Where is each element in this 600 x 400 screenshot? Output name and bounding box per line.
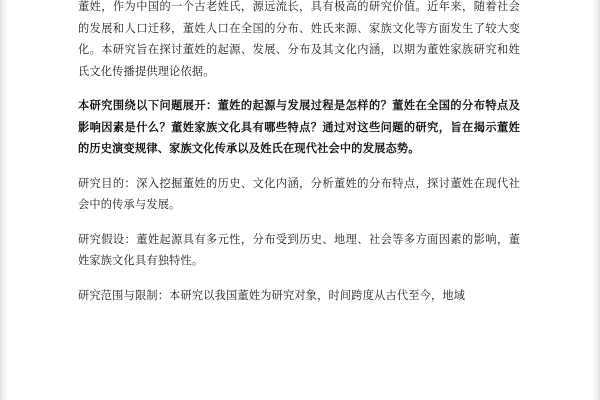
document-text-column xyxy=(78,0,520,400)
paragraph-intro: 董姓，作为中国的一个古老姓氏，源远流长，具有极高的研究价值。近年来，随着社会的发展和人口迁移，董姓人口在全国的分布、姓氏来源、家族文化等方面发生了较大变化。本研究旨在探讨董姓的起源、发展、分布及其文化内涵，以期为董姓家族研究和姓氏文化传播提供理论依据。 xyxy=(78,0,520,78)
paragraph-research-questions: 本研究围绕以下问题展开：董姓的起源与发展过程是怎样的？董姓在全国的分布特点及影响因素是什么？董姓家族文化具有哪些特点？通过对这些问题的研究，旨在揭示董姓的历史演变规律、家族文化传承以及姓氏在现代社会中的发展态势。 xyxy=(78,99,520,155)
paragraph-research-purpose: 研究目的：深入挖掘董姓的历史、文化内涵，分析董姓的分布特点，探讨董姓在现代社会中的传承与发展。 xyxy=(78,176,520,211)
page-left-edge-shadow xyxy=(0,0,8,400)
paragraph-research-scope: 研究范围与限制：本研究以我国董姓为研究对象，时间跨度从古代至今，地域 xyxy=(78,288,466,302)
page-right-edge-shadow xyxy=(592,0,600,400)
paragraph-research-hypothesis: 研究假设：董姓起源具有多元性，分布受到历史、地理、社会等多方面因素的影响，董姓家族文化具有独特性。 xyxy=(78,232,520,267)
